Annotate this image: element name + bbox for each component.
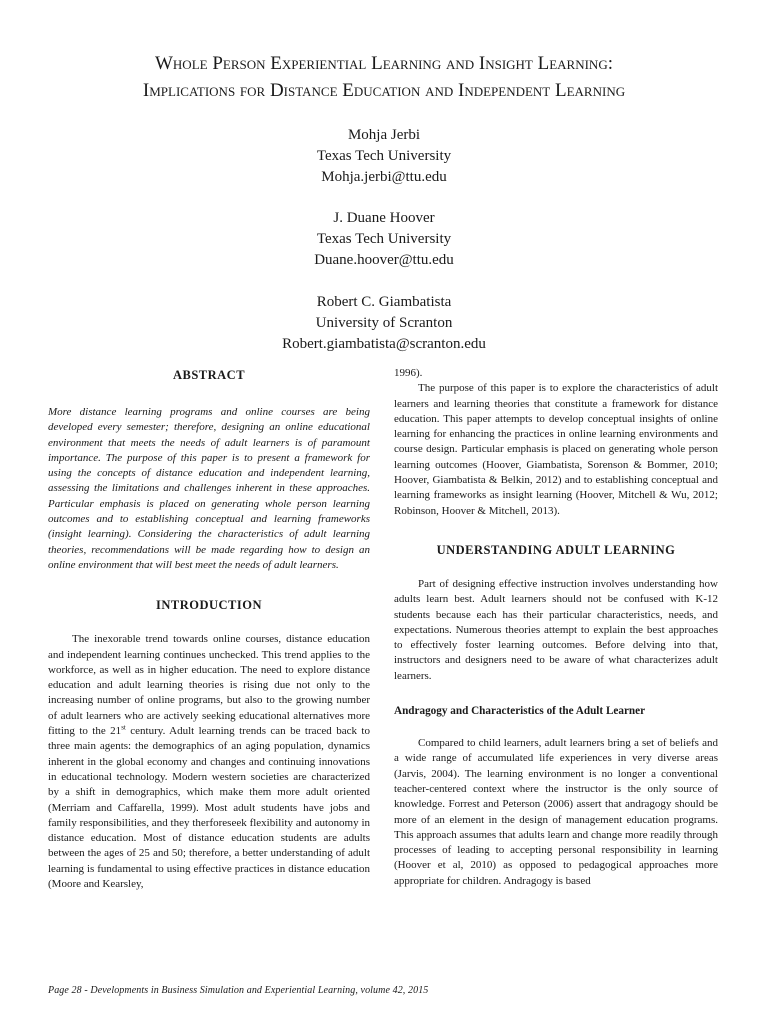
introduction-paragraph-2: The purpose of this paper is to explore the characteristics of adult learners and learning theories that constitute a framework for distance education. This paper attempts to develop conceptual insights of online learning for enhancing the practices in online learning environments and course design. Particular emphasis is placed on generating whole person learning outcomes (Hoover, Giambatista, Sorenson & Bommer, 2010; Hoover, Giambatista & Belkin, 2012) and to establishing conceptual and learning frameworks as insight learning (Hoover, Mitchell & Wu, 2012; Robinson, Hoover & Mitchell, 2013). [394,382,718,517]
author-block-1 [0,125,768,188]
intro-text-part-2: century. Adult learning trends can be traced back to three main agents: the demographics of an aging population, dynamics inherent in the global economy and changes and continuing innovations in educational technology. Modern western societies are characterized by a shift in demographics, which make them more adult oriented (Merriam and Caffarella, 1999). Most adult students have jobs and family responsibilities, and they therforeseek flexibility and autonomy in distance education. Most of distance education students are adults between the ages of 25 and 50; therefore, a better understanding of adult learning is fundamental to using effective practices in distance education (Moore and Kearsley, [48,725,370,891]
page-footer: Page 28 - Developments in Business Simulation and Experiential Learning, volume 42, 2015 [48,985,429,996]
left-column [48,368,370,892]
andragogy-subheading: Andragogy and Characteristics of the Adult Learner [394,705,646,718]
title-line-2: Implications for Distance Education and Independent Learning [142,80,626,101]
adult-learning-paragraph-2: Compared to child learners, adult learners bring a set of beliefs and a wide range of accumulated life experiences in very diverse areas (Jarvis, 2004). The learning environment is no longer a conventional teacher-centered context where the instructor is the only source of knowledge. Forrest and Peterson (2006) assert that andragogy should be more of an element in the design of management education programs. This approach assumes that adults learn and change more readily through processes of leading to accepting personal responsibility in learning (Hoover et al, 2010) as opposed to pedagogical approaches more appropriate for children. Andragogy is based [394,737,718,887]
right-column [394,366,718,889]
author-name: Robert C. Giambatista [316,294,452,310]
abstract-text: More distance learning programs and online courses are being developed every semester; therefore, designing an online educational environment that meets the needs of adult learners is of paramount importance. The purpose of this paper is to present a framework for using the concepts of distance education and independent learning, assessing the limitations and challenges inherent in these approaches. Particular emphasis is placed on generating whole person learning outcomes and to establishing conceptual and learning frameworks (insight learning). Considering the characteristics of adult learning theories, recommendations will be made regarding how to design an online environment that will best meet the needs of adult learners. [48,406,370,571]
introduction-continuation: 1996). [394,367,423,379]
author-email: Robert.giambatista@scranton.edu [282,336,486,352]
adult-learning-heading: UNDERSTANDING ADULT LEARNING [436,542,676,557]
author-affiliation: University of Scranton [315,315,453,331]
author-name: Mohja Jerbi [347,127,421,143]
adult-learning-paragraph-1: Part of designing effective instruction involves understanding how adults learn best. Adult learners should not be confused with K-12 students because each has their particular characteristics, needs, and expectations. Numerous theories attempt to explain the best approaches to effectively foster learning outcomes. Before delving into that, instructors and designers need to be aware of what characterizes adult learners. [394,577,718,682]
ordinal-superscript: st [121,723,126,732]
title-line-1: Whole Person Experiential Learning and Insight Learning: [154,53,613,74]
paper-title [30,50,738,104]
author-email: Duane.hoover@ttu.edu [314,252,454,268]
author-email: Mohja.jerbi@ttu.edu [321,169,447,185]
introduction-heading: INTRODUCTION [155,598,262,613]
abstract-heading: ABSTRACT [172,368,246,382]
author-affiliation: Texas Tech University [316,231,452,247]
author-name: J. Duane Hoover [333,210,435,226]
author-block-2 [0,208,768,271]
author-affiliation: Texas Tech University [316,148,452,164]
author-block-3 [0,292,768,355]
intro-text-part-1: The inexorable trend towards online courses, distance education and independent learning continues unchecked. This trend applies to the workforce, as well as in higher education. The need to explore distance education and adult learning theories is rising due not only to the increasing number of online programs, but also to the growing number of adult learners who are actively seeking educational alternatives more fitting to the 21 [48,633,370,738]
introduction-paragraph-1 [48,632,370,892]
